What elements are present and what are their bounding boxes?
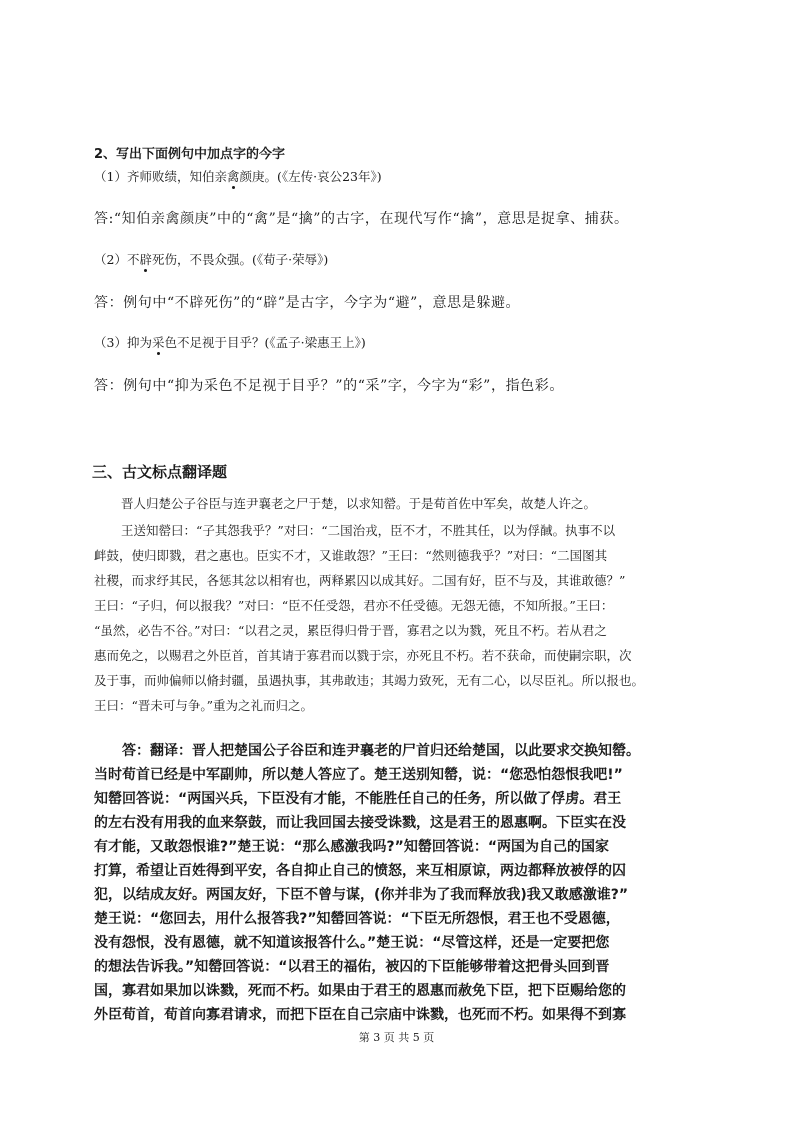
example-sentence-2 <box>94 250 328 268</box>
answer-2: 答：例句中“不辟死伤”的“辟”是古字，今字为“避”，意思是躲避。 <box>94 295 521 311</box>
page-number: 第 3 页 共 5 页 <box>358 1031 435 1044</box>
section-2-heading: 2、写出下面例句中加点字的今字 <box>94 147 286 162</box>
original-text-line: 衅鼓，使归即戮，君之惠也。臣实不才，又谁敢怨？”王曰：“然则德我乎？”对曰：“二国图其 <box>94 548 608 563</box>
example-text: （2）不 <box>94 252 140 267</box>
original-text-line: 社稷，而求纾其民，各惩其忿以相宥也，两释累囚以成其好。二国有好，臣不与及，其谁敢德？” <box>94 573 626 588</box>
original-text-line: 王曰：“子归，何以报我？”对曰：“臣不任受怨，君亦不任受德。无怨无德，不知所报。”王曰： <box>94 598 614 613</box>
translation-line: 当时荀首已经是中军副帅，所以楚人答应了。楚王送别知罃，说：“您恐怕怨恨我吧!” <box>94 767 623 783</box>
example-source: 颜庚。(《左传·哀公23年》) <box>239 169 382 184</box>
translation-line: 有才能，又敢怨恨谁?”楚王说：“那么感激我吗?”知罃回答说：“两国为自己的国家 <box>94 839 610 855</box>
translation-line: 的想法告诉我。”知罃回答说：“以君王的福佑，被囚的下臣能够带着这把骨头回到晋 <box>94 959 610 975</box>
original-text-line: “虽然，必告不谷。”对曰：“以君之灵，累臣得归骨于晋，寡君之以为戮，死且不朽。若从君之 <box>94 623 607 638</box>
section-3-heading: 三、古文标点翻译题 <box>92 463 228 481</box>
translation-line: 的左右没有用我的血来祭鼓，而让我回国去接受诛戮，这是君王的恩惠啊。下臣实在没 <box>94 815 626 831</box>
translation-line: 打算，希望让百姓得到平安，各自抑止自己的愤怒，来互相原谅，两边都释放被俘的囚 <box>94 863 626 879</box>
original-text-line: 及于事，而帅偏师以脩封疆，虽遇执事，其弗敢违；其竭力致死，无有二心，以尽臣礼。所以报也。 <box>94 673 645 688</box>
dotted-character: 辟 <box>139 252 152 267</box>
example-text: （1）齐师败绩，知伯亲 <box>94 169 227 184</box>
original-text-line: 晋人归楚公子谷臣与连尹襄老之尸于楚，以求知罃。于是荀首佐中军矣，故楚人许之。 <box>121 496 597 511</box>
translation-line: 答：翻译：晋人把楚国公子谷臣和连尹襄老的尸首归还给楚国，以此要求交换知罃。 <box>122 743 640 759</box>
dotted-character: 禽 <box>226 169 240 184</box>
original-text-line: 王送知罃曰：“子其怨我乎？”对曰：“二国治戎，臣不才，不胜其任，以为俘馘。执事不以 <box>121 523 616 538</box>
example-text: （3）抑为 <box>94 335 152 350</box>
translation-line: 知罃回答说：“两国兴兵，下臣没有才能，不能胜任自己的任务，所以做了俘虏。君王 <box>94 791 622 807</box>
example-source: 色不足视于目乎？(《孟子·梁惠王上》) <box>164 335 366 350</box>
translation-line: 国，寡君如果加以诛戮，死而不朽。如果由于君王的恩惠而赦免下臣，把下臣赐给您的 <box>94 983 626 999</box>
original-text-line: 惠而免之，以赐君之外臣首，首其请于寡君而以戮于宗，亦死且不朽。若不获命，而使嗣宗职，次 <box>94 648 632 663</box>
dotted-character: 采 <box>151 335 165 350</box>
original-text-line: 王曰：“晋未可与争。”重为之礼而归之。 <box>94 698 314 713</box>
answer-1: 答:“知伯亲禽颜庚”中的“禽”是“擒”的古字，在现代写作“擒”，意思是捉拿、捕获。 <box>94 211 629 227</box>
translation-line: 楚王说：“您回去，用什么报答我?”知罃回答说：“下臣无所怨恨，君王也不受恩德， <box>94 911 620 927</box>
translation-line: 犯，以结成友好。两国友好，下臣不曾与谋，(你并非为了我而释放我)我又敢感激谁?” <box>94 887 629 903</box>
example-source: 死伤，不畏众强。(《荀子·荣辱》) <box>151 252 329 267</box>
translation-line: 没有怨恨，没有恩德，就不知道该报答什么。”楚王说：“尽管这样，还是一定要把您 <box>94 935 610 951</box>
example-sentence-1 <box>94 167 382 185</box>
example-sentence-3 <box>94 333 366 351</box>
translation-line: 外臣荀首，荀首向寡君请求，而把下臣在自己宗庙中诛戮，也死而不朽。如果得不到寡 <box>94 1007 626 1023</box>
answer-3: 答：例句中“抑为采色不足视于目乎？”的“采”字，今字为“彩”，指色彩。 <box>94 378 564 394</box>
